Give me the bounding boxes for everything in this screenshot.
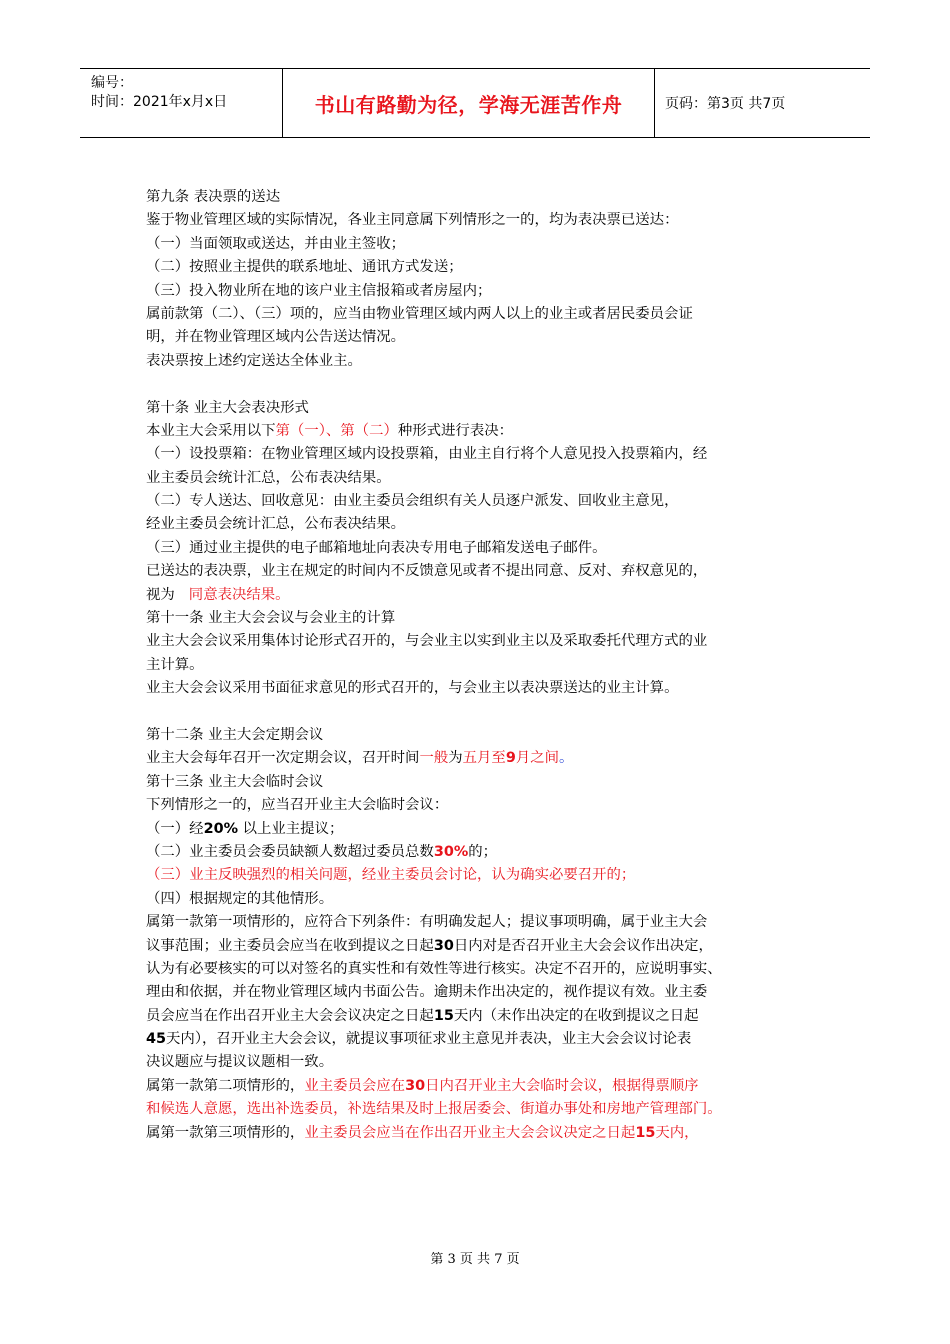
text-line: （三）通过业主提供的电子邮箱地址向表决专用电子邮箱发送电子邮件。 — [146, 539, 607, 556]
header-motto: 书山有路勤为径，学海无涯苦作舟 — [314, 93, 623, 117]
text-span: （一）经 — [146, 820, 204, 837]
text-line — [146, 1028, 826, 1051]
header-right-cell — [654, 69, 870, 137]
text-line: 属第一款第一项情形的，应符合下列条件：有明确发起人；提议事项明确，属于业主大会 — [146, 914, 708, 931]
highlight-line: 和候选人意愿，选出补选委员，补选结果及时上报居委会、街道办事处和房地产管理部门。 — [146, 1101, 722, 1118]
text-line: 表决票按上述约定送达全体业主。 — [146, 352, 362, 369]
text-line: 决议题应与提议议题相一致。 — [146, 1054, 334, 1071]
article-11-title: 第十一条 业主大会会议与会业主的计算 — [146, 610, 396, 627]
text-span: 为 — [448, 750, 463, 767]
text-line: （二）专人送达、回收意见：由业主委员会组织有关人员逐户派发、回收业主意见， — [146, 493, 679, 510]
text-span: 以上业主提议； — [242, 820, 344, 837]
bold-number: 30 — [433, 937, 454, 954]
document-date-label: 时间：2021年x月x日 — [91, 94, 228, 110]
highlight-text: 月之间 — [515, 750, 560, 767]
text-span: 业主大会每年召开一次定期会议，召开时间 — [146, 750, 420, 767]
text-span: 议事范围；业主委员会应当在收到提议之日起 — [146, 937, 434, 954]
text-line: （四）根据规定的其他情形。 — [146, 890, 334, 907]
text-line: 理由和依据，并在物业管理区域内书面公告。逾期未作出决定的，视作提议有效。业主委 — [146, 984, 708, 1001]
text-line: （三）投入物业所在地的该户业主信报箱或者房屋内； — [146, 282, 492, 299]
header-page-label: 页码：第3页 共7页 — [665, 96, 786, 112]
text-line: 已送达的表决票，业主在规定的时间内不反馈意见或者不提出同意、反对、弃权意见的， — [146, 563, 708, 580]
highlight-text: 业主委员会应在 — [304, 1077, 406, 1094]
highlight-text: 同意表决结果。 — [188, 586, 290, 603]
highlight-number: 15 — [635, 1124, 656, 1141]
text-span: 种形式进行表决： — [397, 422, 513, 439]
text-span: 本业主大会采用以下 — [146, 422, 276, 439]
blank-line — [146, 701, 826, 724]
article-9-title: 第九条 表决票的送达 — [146, 189, 281, 205]
highlight-text: 第（一）、第（二） — [275, 422, 398, 439]
bold-number: 15 — [433, 1007, 454, 1024]
text-span: 员会应当在作出召开业主大会会议决定之日起 — [146, 1007, 434, 1024]
text-span: 视为 — [146, 586, 175, 603]
text-line: 鉴于物业管理区域的实际情况，各业主同意属下列情形之一的，均为表决票已送达： — [146, 212, 679, 229]
text-line: 认为有必要核实的可以对签名的真实性和有效性等进行核实。决定不召开的，应说明事实、 — [146, 960, 722, 977]
text-line: 明，并在物业管理区域内公告送达情况。 — [146, 329, 406, 346]
text-line — [146, 935, 826, 958]
text-line: 经业主委员会统计汇总，公布表决结果。 — [146, 516, 406, 533]
text-line: 业主委员会统计汇总，公布表决结果。 — [146, 469, 391, 486]
text-line: 主计算。 — [146, 656, 204, 673]
blank-line — [146, 373, 826, 396]
text-line: 下列情形之一的，应当召开业主大会临时会议： — [146, 797, 449, 814]
highlight-text: 业主反映强烈的相关问题，经业主委员会讨论，认为确实必要召开的； — [189, 867, 636, 884]
text-line — [146, 1005, 826, 1028]
text-line: （二）按照业主提供的联系地址、通讯方式发送； — [146, 259, 463, 276]
page-footer: 第 3 页 共 7 页 — [430, 1252, 520, 1267]
highlight-text: 天内， — [655, 1124, 699, 1141]
text-span: 日内对是否召开业主大会会议作出决定， — [453, 937, 713, 954]
text-line — [146, 1075, 826, 1098]
highlight-number: 9 — [505, 750, 516, 767]
document-body — [146, 186, 826, 1145]
text-line — [146, 1122, 826, 1145]
header-left-cell — [80, 69, 281, 137]
article-10-title: 第十条 业主大会表决形式 — [146, 399, 309, 416]
highlight-number: 30% — [433, 843, 469, 860]
header-center-cell — [282, 69, 655, 137]
highlight-text: 业主委员会应当在作出召开业主大会会议决定之日起 — [304, 1124, 636, 1141]
text-span: 属第一款第二项情形的， — [146, 1077, 305, 1094]
article-13-title: 第十三条 业主大会临时会议 — [146, 773, 324, 790]
header-table — [80, 68, 870, 138]
text-line: 属前款第（二）、（三）项的，应当由物业管理区域内两人以上的业主或者居民委员会证 — [146, 305, 693, 322]
text-span: （三） — [146, 867, 190, 884]
document-number-label: 编号： — [91, 75, 133, 91]
text-line: 业主大会会议采用书面征求意见的形式召开的，与会业主以表决票送达的业主计算。 — [146, 680, 679, 697]
text-line: （一）当面领取或送达，并由业主签收； — [146, 235, 406, 252]
text-line — [146, 584, 826, 607]
text-line: 业主大会会议采用集体讨论形式召开的，与会业主以实到业主以及采取委托代理方式的业 — [146, 633, 708, 650]
article-12-title: 第十二条 业主大会定期会议 — [146, 726, 324, 743]
text-line — [146, 818, 826, 841]
text-span: 属第一款第三项情形的， — [146, 1124, 305, 1141]
highlight-text: 一般 — [419, 750, 449, 767]
text-span: 天内），召开业主大会会议，就提议事项征求业主意见并表决，业主大会会议讨论表 — [166, 1031, 692, 1048]
bold-number: 45 — [146, 1031, 167, 1048]
text-line — [146, 841, 826, 864]
text-line: （一）设投票箱：在物业管理区域内设投票箱，由业主自行将个人意见投入投票箱内，经 — [146, 446, 708, 463]
text-span: 的； — [468, 843, 498, 860]
bold-number: 20% — [203, 820, 239, 837]
text-span: （二）业主委员会委员缺额人数超过委员总数 — [146, 843, 434, 860]
highlight-text: 五月至 — [462, 750, 506, 767]
text-span: 。 — [559, 750, 574, 767]
highlight-text: 日内召开业主大会临时会议，根据得票顺序 — [425, 1077, 699, 1094]
text-span: 天内（未作出决定的在收到提议之日起 — [453, 1007, 699, 1024]
text-line — [146, 747, 826, 770]
text-line — [146, 420, 826, 443]
text-line — [146, 864, 826, 887]
highlight-number: 30 — [405, 1077, 426, 1094]
